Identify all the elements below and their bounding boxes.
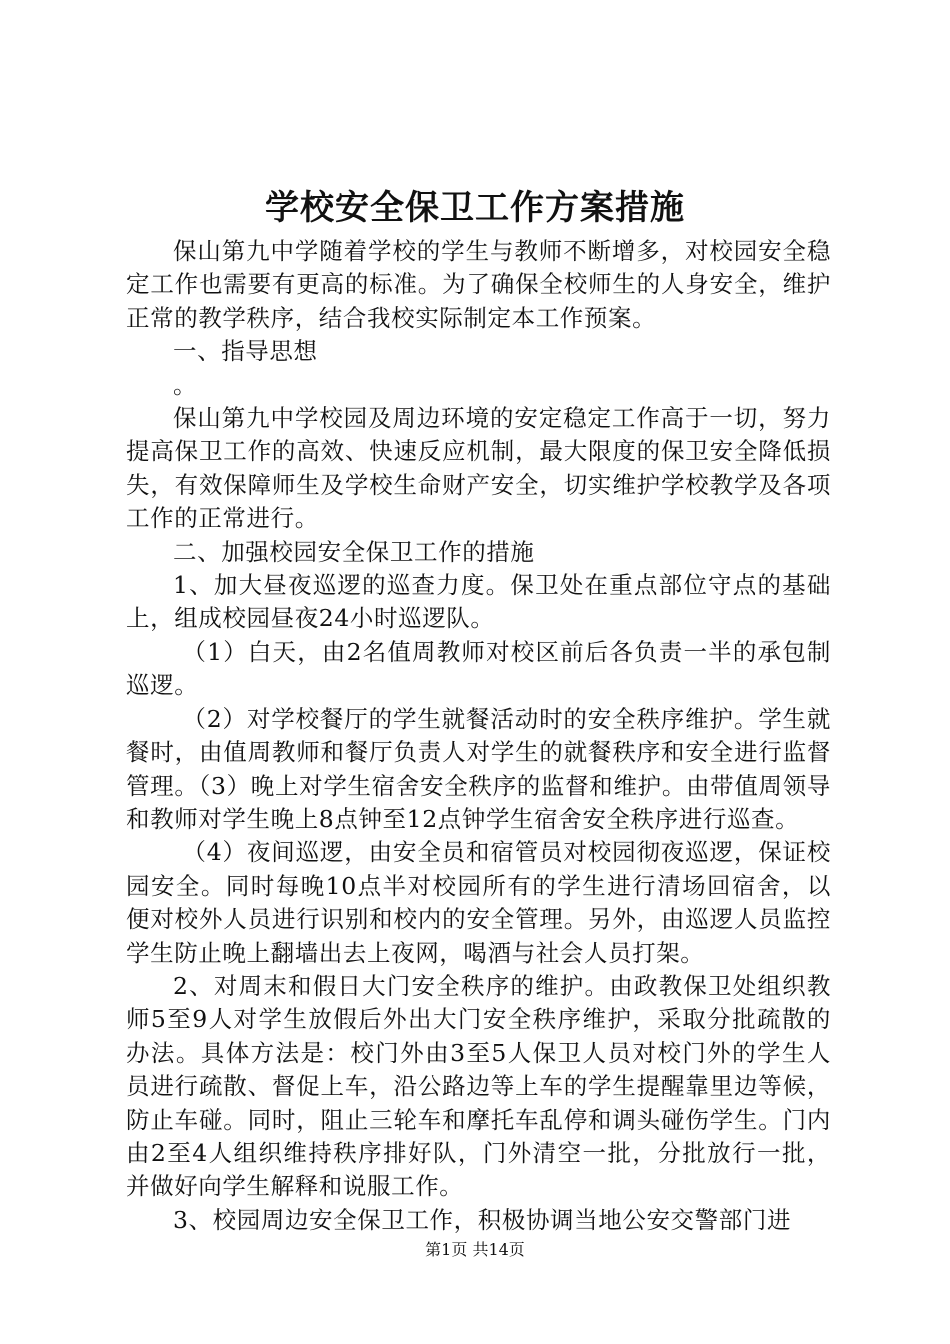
heading-measures: 二、加强校园安全保卫工作的措施	[173, 537, 535, 566]
page-number-footer: 第1页 共14页	[425, 1240, 525, 1259]
document-body	[126, 235, 831, 1237]
paragraph-measure-1: 1、加大昼夜巡逻的巡查力度。保卫处在重点部位守点的基础上，组成校园昼夜24小时巡逻队。	[126, 571, 831, 633]
paragraph-measure-1-item-2-3: （2）对学校餐厅的学生就餐活动时的安全秩序维护。学生就餐时，由值周教师和餐厅负责人对学生的就餐秩序和安全进行监督管理。（3）晚上对学生宿舍安全秩序的监督和维护。由带值周领导和教师对学生晚上8点钟至12点钟学生宿舍安全秩序进行巡查。	[126, 704, 831, 833]
paragraph-period: 。	[173, 370, 198, 399]
heading-guiding-ideology: 一、指导思想	[173, 337, 318, 366]
document-title: 学校安全保卫工作方案措施	[265, 188, 685, 228]
paragraph-guiding-content: 保山第九中学校园及周边环境的安定稳定工作高于一切，努力提高保卫工作的高效、快速反应机制，最大限度的保卫安全降低损失，有效保障师生及学校生命财产安全，切实维护学校教学及各项工作的正常进行。	[126, 404, 831, 533]
paragraph-measure-1-item-1: （1）白天，由2名值周教师对校区前后各负责一半的承包制巡逻。	[126, 637, 831, 700]
paragraph-measure-3: 3、校园周边安全保卫工作，积极协调当地公安交警部门进	[173, 1205, 792, 1234]
paragraph-measure-1-item-4: （4）夜间巡逻，由安全员和宿管员对校园彻夜巡逻，保证校园安全。同时每晚10点半对校园所有的学生进行清场回宿舍，以便对校外人员进行识别和校内的安全管理。另外，由巡逻人员监控学生防止晚上翻墙出去上夜网，喝酒与社会人员打架。	[126, 838, 831, 967]
paragraph-measure-2: 2、对周末和假日大门安全秩序的维护。由政教保卫处组织教师5至9人对学生放假后外出大门安全秩序维护，采取分批疏散的办法。具体方法是：校门外由3至5人保卫人员对校门外的学生人员进行疏散、督促上车，沿公路边等上车的学生提醒靠里边等候，防止车碰。同时，阻止三轮车和摩托车乱停和调头碰伤学生。门内由2至4人组织维持秩序排好队，门外清空一批，分批放行一批，并做好向学生解释和说服工作。	[126, 971, 831, 1201]
paragraph-intro: 保山第九中学随着学校的学生与教师不断增多，对校园安全稳定工作也需要有更高的标准。为了确保全校师生的人身安全，维护正常的教学秩序，结合我校实际制定本工作预案。	[126, 237, 831, 332]
